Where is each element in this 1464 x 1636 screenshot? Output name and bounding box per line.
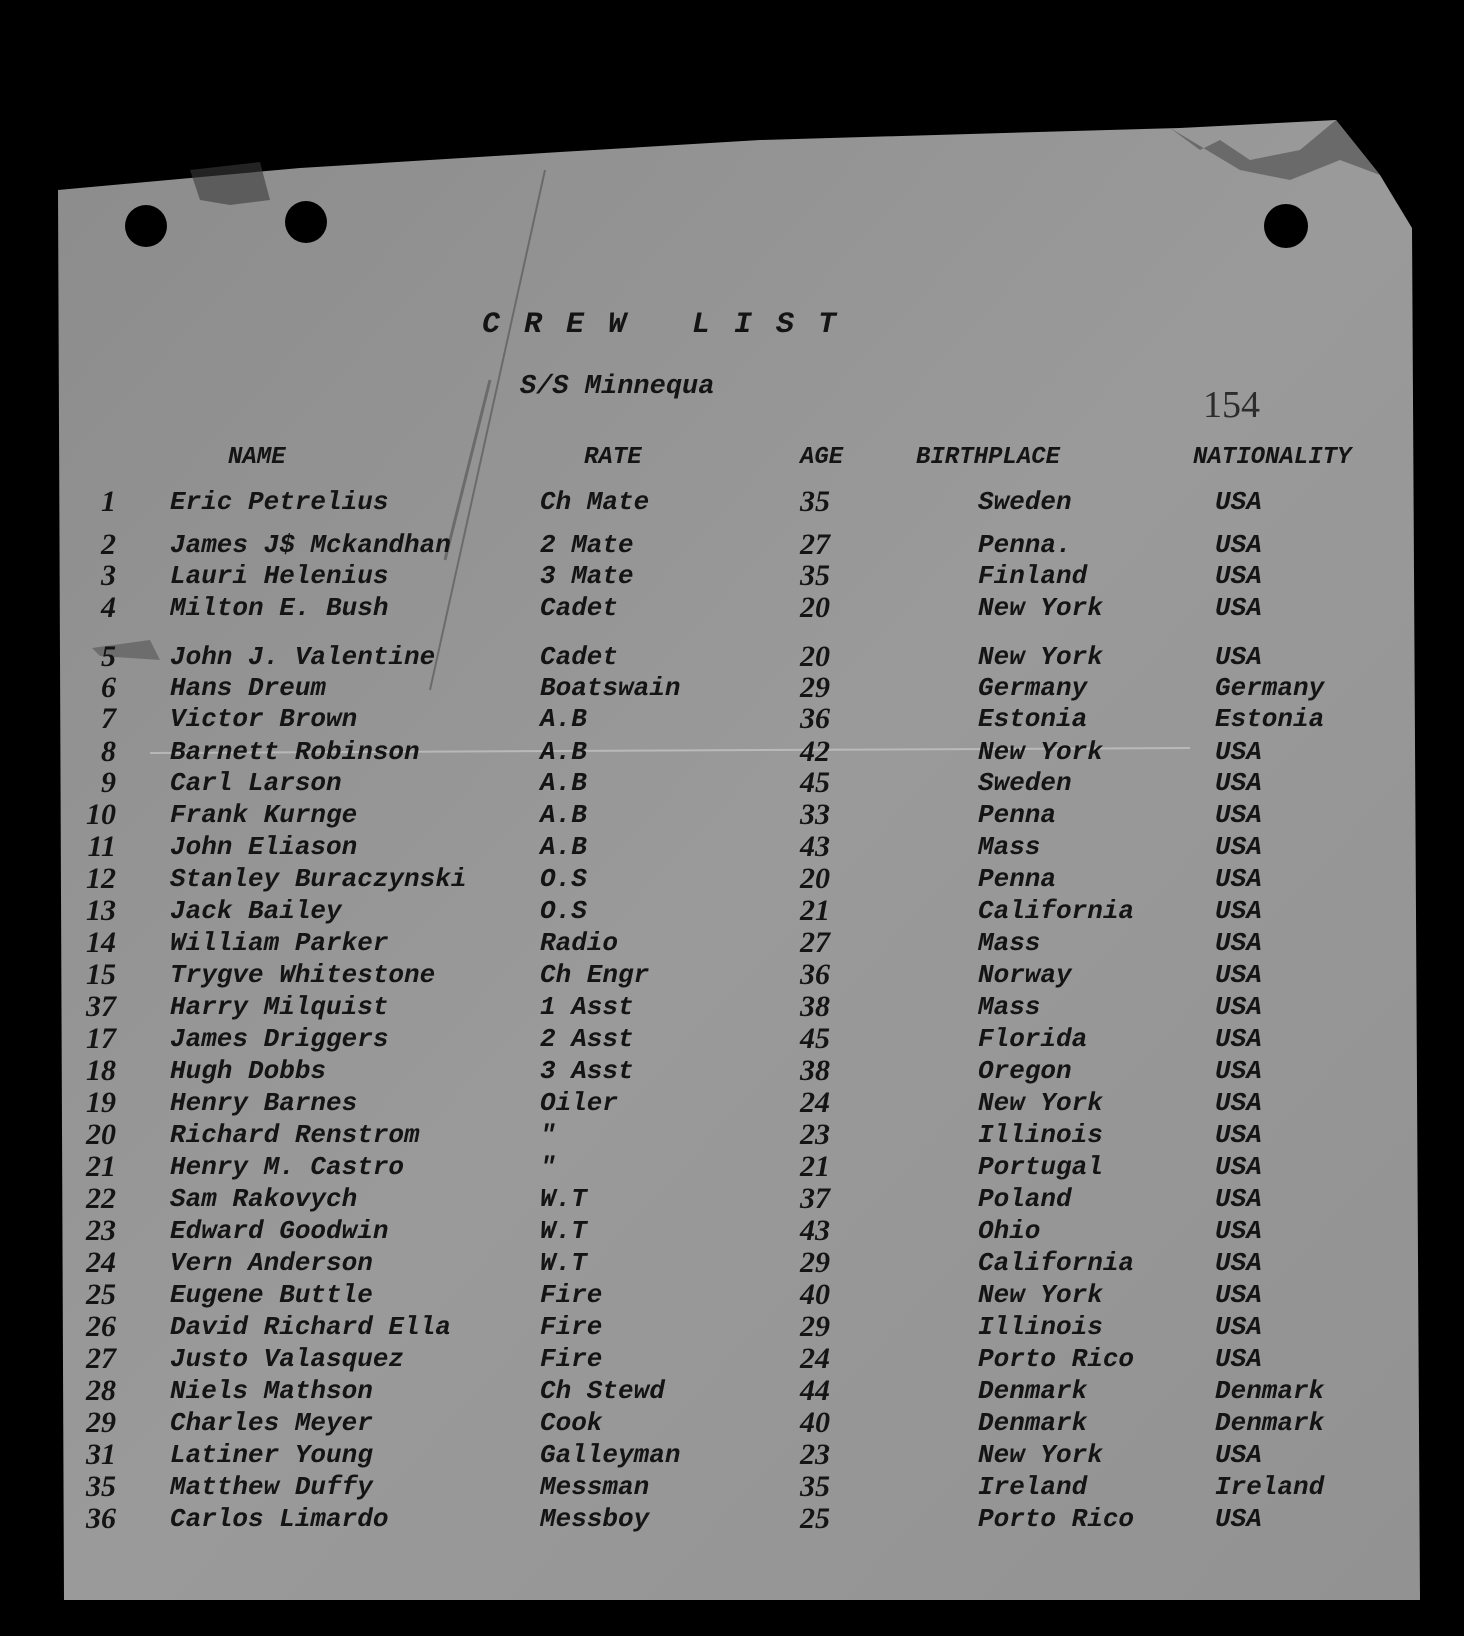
row-number: 18 xyxy=(86,1054,116,1087)
table-row xyxy=(0,1504,1464,1534)
crew-age: 33 xyxy=(800,798,830,831)
stain xyxy=(190,162,270,205)
crew-age: 38 xyxy=(800,990,830,1023)
row-number: 12 xyxy=(86,862,116,895)
crew-birthplace: Oregon xyxy=(978,1056,1072,1086)
crew-birthplace: Poland xyxy=(978,1184,1072,1214)
crew-rate: Galleyman xyxy=(540,1440,681,1470)
crew-name: Vern Anderson xyxy=(170,1248,373,1278)
crew-nationality: USA xyxy=(1215,1248,1262,1278)
crew-age: 36 xyxy=(800,958,830,991)
crew-name: Justo Valasquez xyxy=(170,1344,405,1374)
crew-age: 40 xyxy=(800,1278,830,1311)
crew-rate: Fire xyxy=(540,1280,603,1310)
crew-name: Charles Meyer xyxy=(170,1408,373,1438)
crew-nationality: USA xyxy=(1215,992,1262,1022)
crew-birthplace: California xyxy=(978,896,1135,926)
crew-rate: Boatswain xyxy=(540,673,681,703)
crew-birthplace: Denmark xyxy=(978,1408,1088,1438)
crew-nationality: USA xyxy=(1215,1056,1262,1086)
crew-birthplace: Estonia xyxy=(978,704,1088,734)
table-row xyxy=(0,1440,1464,1470)
crew-age: 24 xyxy=(800,1086,830,1119)
crew-name: Niels Mathson xyxy=(170,1376,373,1406)
crew-name: William Parker xyxy=(170,928,389,958)
table-row xyxy=(0,593,1464,623)
crew-age: 36 xyxy=(800,702,830,735)
crew-birthplace: Porto Rico xyxy=(978,1504,1135,1534)
row-number: 11 xyxy=(87,830,116,863)
crew-nationality: USA xyxy=(1215,487,1262,517)
crew-birthplace: Sweden xyxy=(978,768,1072,798)
table-row xyxy=(0,1344,1464,1374)
crew-name: Frank Kurnge xyxy=(170,800,358,830)
table-row xyxy=(0,673,1464,703)
row-number: 1 xyxy=(101,485,116,518)
crew-name: Hugh Dobbs xyxy=(170,1056,327,1086)
crew-nationality: USA xyxy=(1215,960,1262,990)
crew-rate: Cadet xyxy=(540,593,619,623)
crew-name: Trygve Whitestone xyxy=(170,960,436,990)
crew-rate: " xyxy=(540,1152,556,1182)
page-number: 154 xyxy=(1203,384,1260,426)
crew-name: David Richard Ella xyxy=(170,1312,451,1342)
crew-name: Henry Barnes xyxy=(170,1088,358,1118)
crew-age: 35 xyxy=(800,485,830,518)
crew-name: Lauri Helenius xyxy=(170,561,389,591)
crew-rate: Radio xyxy=(540,928,619,958)
row-number: 28 xyxy=(86,1374,116,1407)
crew-nationality: USA xyxy=(1215,1088,1262,1118)
crew-name: Milton E. Bush xyxy=(170,593,389,623)
row-number: 24 xyxy=(86,1246,116,1279)
crew-name: Richard Renstrom xyxy=(170,1120,420,1150)
crew-name: Latiner Young xyxy=(170,1440,373,1470)
row-number: 5 xyxy=(101,640,116,673)
row-number: 15 xyxy=(86,958,116,991)
crew-age: 20 xyxy=(800,862,830,895)
crew-nationality: Denmark xyxy=(1215,1376,1325,1406)
header-name: NAME xyxy=(228,444,286,471)
crew-name: John J. Valentine xyxy=(170,642,436,672)
crew-birthplace: Penna. xyxy=(978,530,1072,560)
crew-age: 21 xyxy=(800,1150,830,1183)
crew-age: 45 xyxy=(800,1022,830,1055)
crew-birthplace: New York xyxy=(978,1280,1103,1310)
crew-nationality: USA xyxy=(1215,593,1262,623)
crew-name: Eugene Buttle xyxy=(170,1280,373,1310)
row-number: 3 xyxy=(101,559,116,592)
row-number: 10 xyxy=(86,798,116,831)
ship-name: S/S Minnequa xyxy=(520,372,715,402)
row-number: 17 xyxy=(86,1022,116,1055)
header-age: AGE xyxy=(800,444,844,471)
table-row xyxy=(0,1056,1464,1086)
crew-birthplace: Penna xyxy=(978,800,1057,830)
crew-birthplace: New York xyxy=(978,642,1103,672)
crew-rate: " xyxy=(540,1120,556,1150)
table-row xyxy=(0,561,1464,591)
crew-birthplace: Ireland xyxy=(978,1472,1088,1502)
row-number: 4 xyxy=(101,591,116,624)
crew-nationality: USA xyxy=(1215,1440,1262,1470)
crew-age: 20 xyxy=(800,591,830,624)
row-number: 19 xyxy=(86,1086,116,1119)
crew-nationality: USA xyxy=(1215,896,1262,926)
crew-name: Victor Brown xyxy=(170,704,358,734)
row-number: 21 xyxy=(86,1150,116,1183)
crew-name: Matthew Duffy xyxy=(170,1472,373,1502)
table-row xyxy=(0,1248,1464,1278)
punch-hole-left xyxy=(125,205,167,247)
crew-nationality: USA xyxy=(1215,928,1262,958)
crew-birthplace: Mass xyxy=(978,992,1041,1022)
table-row xyxy=(0,487,1464,517)
crew-nationality: USA xyxy=(1215,1152,1262,1182)
punch-hole-middle xyxy=(285,201,327,243)
row-number: 37 xyxy=(86,990,116,1023)
crew-rate: A.B xyxy=(540,800,587,830)
crew-birthplace: Porto Rico xyxy=(978,1344,1135,1374)
crew-nationality: USA xyxy=(1215,561,1262,591)
crew-nationality: USA xyxy=(1215,1216,1262,1246)
crew-age: 27 xyxy=(800,926,830,959)
crew-name: Stanley Buraczynski xyxy=(170,864,467,894)
crew-age: 43 xyxy=(800,830,830,863)
table-row xyxy=(0,768,1464,798)
crew-nationality: USA xyxy=(1215,1504,1262,1534)
crew-rate: Cadet xyxy=(540,642,619,672)
crew-age: 38 xyxy=(800,1054,830,1087)
table-row xyxy=(0,737,1464,767)
crew-birthplace: California xyxy=(978,1248,1135,1278)
header-nationality: NATIONALITY xyxy=(1193,444,1352,471)
crew-birthplace: Mass xyxy=(978,832,1041,862)
header-rate: RATE xyxy=(584,444,642,471)
table-row xyxy=(0,1184,1464,1214)
table-row xyxy=(0,896,1464,926)
crew-rate: Oiler xyxy=(540,1088,619,1118)
crew-age: 45 xyxy=(800,766,830,799)
document-title: CREW LIST xyxy=(482,308,861,342)
row-number: 29 xyxy=(86,1406,116,1439)
crew-name: Barnett Robinson xyxy=(170,737,420,767)
crew-birthplace: Ohio xyxy=(978,1216,1041,1246)
crew-rate: 3 Mate xyxy=(540,561,634,591)
row-number: 35 xyxy=(86,1470,116,1503)
table-row xyxy=(0,1376,1464,1406)
crew-nationality: USA xyxy=(1215,1344,1262,1374)
crew-nationality: USA xyxy=(1215,1120,1262,1150)
crew-nationality: USA xyxy=(1215,832,1262,862)
crew-nationality: USA xyxy=(1215,864,1262,894)
crew-name: Sam Rakovych xyxy=(170,1184,358,1214)
crew-age: 35 xyxy=(800,1470,830,1503)
crew-age: 23 xyxy=(800,1118,830,1151)
crew-birthplace: New York xyxy=(978,737,1103,767)
row-number: 31 xyxy=(86,1438,116,1471)
table-row xyxy=(0,1152,1464,1182)
crew-age: 40 xyxy=(800,1406,830,1439)
crew-rate: W.T xyxy=(540,1216,587,1246)
row-number: 14 xyxy=(86,926,116,959)
crew-birthplace: Germany xyxy=(978,673,1088,703)
crew-nationality: USA xyxy=(1215,1312,1262,1342)
table-row xyxy=(0,1024,1464,1054)
crew-birthplace: Portugal xyxy=(978,1152,1103,1182)
crew-birthplace: Illinois xyxy=(978,1120,1103,1150)
crew-rate: A.B xyxy=(540,704,587,734)
crew-birthplace: Florida xyxy=(978,1024,1088,1054)
row-number: 20 xyxy=(86,1118,116,1151)
row-number: 8 xyxy=(101,735,116,768)
table-row xyxy=(0,992,1464,1022)
crew-rate: W.T xyxy=(540,1248,587,1278)
crew-birthplace: New York xyxy=(978,1440,1103,1470)
row-number: 25 xyxy=(86,1278,116,1311)
crew-name: Carlos Limardo xyxy=(170,1504,389,1534)
table-row xyxy=(0,1216,1464,1246)
table-row xyxy=(0,1120,1464,1150)
crew-age: 24 xyxy=(800,1342,830,1375)
row-number: 27 xyxy=(86,1342,116,1375)
crew-nationality: USA xyxy=(1215,800,1262,830)
crew-age: 37 xyxy=(800,1182,830,1215)
crew-nationality: USA xyxy=(1215,1184,1262,1214)
crew-rate: A.B xyxy=(540,768,587,798)
crew-age: 35 xyxy=(800,559,830,592)
crew-nationality: Germany xyxy=(1215,673,1325,703)
crew-birthplace: Finland xyxy=(978,561,1088,591)
crew-age: 23 xyxy=(800,1438,830,1471)
crew-rate: 2 Asst xyxy=(540,1024,634,1054)
crew-birthplace: Mass xyxy=(978,928,1041,958)
table-row xyxy=(0,642,1464,672)
row-number: 13 xyxy=(86,894,116,927)
crew-nationality: Ireland xyxy=(1215,1472,1325,1502)
crew-age: 21 xyxy=(800,894,830,927)
crew-nationality: Estonia xyxy=(1215,704,1325,734)
row-number: 22 xyxy=(86,1182,116,1215)
row-number: 26 xyxy=(86,1310,116,1343)
crew-name: Jack Bailey xyxy=(170,896,342,926)
crew-rate: Cook xyxy=(540,1408,603,1438)
table-row xyxy=(0,800,1464,830)
crew-age: 29 xyxy=(800,671,830,704)
table-row xyxy=(0,864,1464,894)
row-number: 9 xyxy=(101,766,116,799)
crew-rate: Fire xyxy=(540,1344,603,1374)
crew-name: Carl Larson xyxy=(170,768,342,798)
table-row xyxy=(0,960,1464,990)
crew-nationality: USA xyxy=(1215,737,1262,767)
table-row xyxy=(0,1408,1464,1438)
crew-age: 29 xyxy=(800,1246,830,1279)
crew-birthplace: Illinois xyxy=(978,1312,1103,1342)
crew-age: 29 xyxy=(800,1310,830,1343)
crew-rate: Ch Stewd xyxy=(540,1376,665,1406)
crew-age: 42 xyxy=(800,735,830,768)
crew-name: James J$ Mckandhan xyxy=(170,530,451,560)
row-number: 23 xyxy=(86,1214,116,1247)
crew-rate: W.T xyxy=(540,1184,587,1214)
crew-birthplace: Penna xyxy=(978,864,1057,894)
table-row xyxy=(0,530,1464,560)
crew-name: James Driggers xyxy=(170,1024,389,1054)
crew-rate: O.S xyxy=(540,896,587,926)
table-row xyxy=(0,928,1464,958)
table-row xyxy=(0,1088,1464,1118)
table-row xyxy=(0,832,1464,862)
crew-name: Henry M. Castro xyxy=(170,1152,405,1182)
crew-age: 20 xyxy=(800,640,830,673)
crew-rate: A.B xyxy=(540,832,587,862)
crew-rate: Messboy xyxy=(540,1504,650,1534)
crew-rate: 1 Asst xyxy=(540,992,634,1022)
crew-nationality: USA xyxy=(1215,1024,1262,1054)
crew-nationality: USA xyxy=(1215,1280,1262,1310)
crew-name: Hans Dreum xyxy=(170,673,327,703)
crew-birthplace: Denmark xyxy=(978,1376,1088,1406)
table-row xyxy=(0,704,1464,734)
crew-birthplace: Sweden xyxy=(978,487,1072,517)
crew-nationality: Denmark xyxy=(1215,1408,1325,1438)
crew-nationality: USA xyxy=(1215,642,1262,672)
crew-rate: Ch Mate xyxy=(540,487,650,517)
crew-age: 25 xyxy=(800,1502,830,1535)
row-number: 6 xyxy=(101,671,116,704)
row-number: 7 xyxy=(101,702,116,735)
table-row xyxy=(0,1472,1464,1502)
punch-hole-right xyxy=(1264,204,1308,248)
crew-age: 44 xyxy=(800,1374,830,1407)
crew-birthplace: Norway xyxy=(978,960,1072,990)
crew-age: 27 xyxy=(800,528,830,561)
crew-rate: 2 Mate xyxy=(540,530,634,560)
crew-birthplace: New York xyxy=(978,593,1103,623)
row-number: 36 xyxy=(86,1502,116,1535)
crew-nationality: USA xyxy=(1215,768,1262,798)
crew-age: 43 xyxy=(800,1214,830,1247)
crew-name: John Eliason xyxy=(170,832,358,862)
crew-name: Harry Milquist xyxy=(170,992,389,1022)
crew-rate: O.S xyxy=(540,864,587,894)
crew-birthplace: New York xyxy=(978,1088,1103,1118)
crew-rate: Fire xyxy=(540,1312,603,1342)
crew-nationality: USA xyxy=(1215,530,1262,560)
crew-rate: Ch Engr xyxy=(540,960,650,990)
crew-name: Eric Petrelius xyxy=(170,487,389,517)
crew-name: Edward Goodwin xyxy=(170,1216,389,1246)
crew-rate: 3 Asst xyxy=(540,1056,634,1086)
crew-rate: Messman xyxy=(540,1472,650,1502)
table-row xyxy=(0,1280,1464,1310)
row-number: 2 xyxy=(101,528,116,561)
header-birthplace: BIRTHPLACE xyxy=(916,444,1061,471)
crew-rate: A.B xyxy=(540,737,587,767)
table-row xyxy=(0,1312,1464,1342)
